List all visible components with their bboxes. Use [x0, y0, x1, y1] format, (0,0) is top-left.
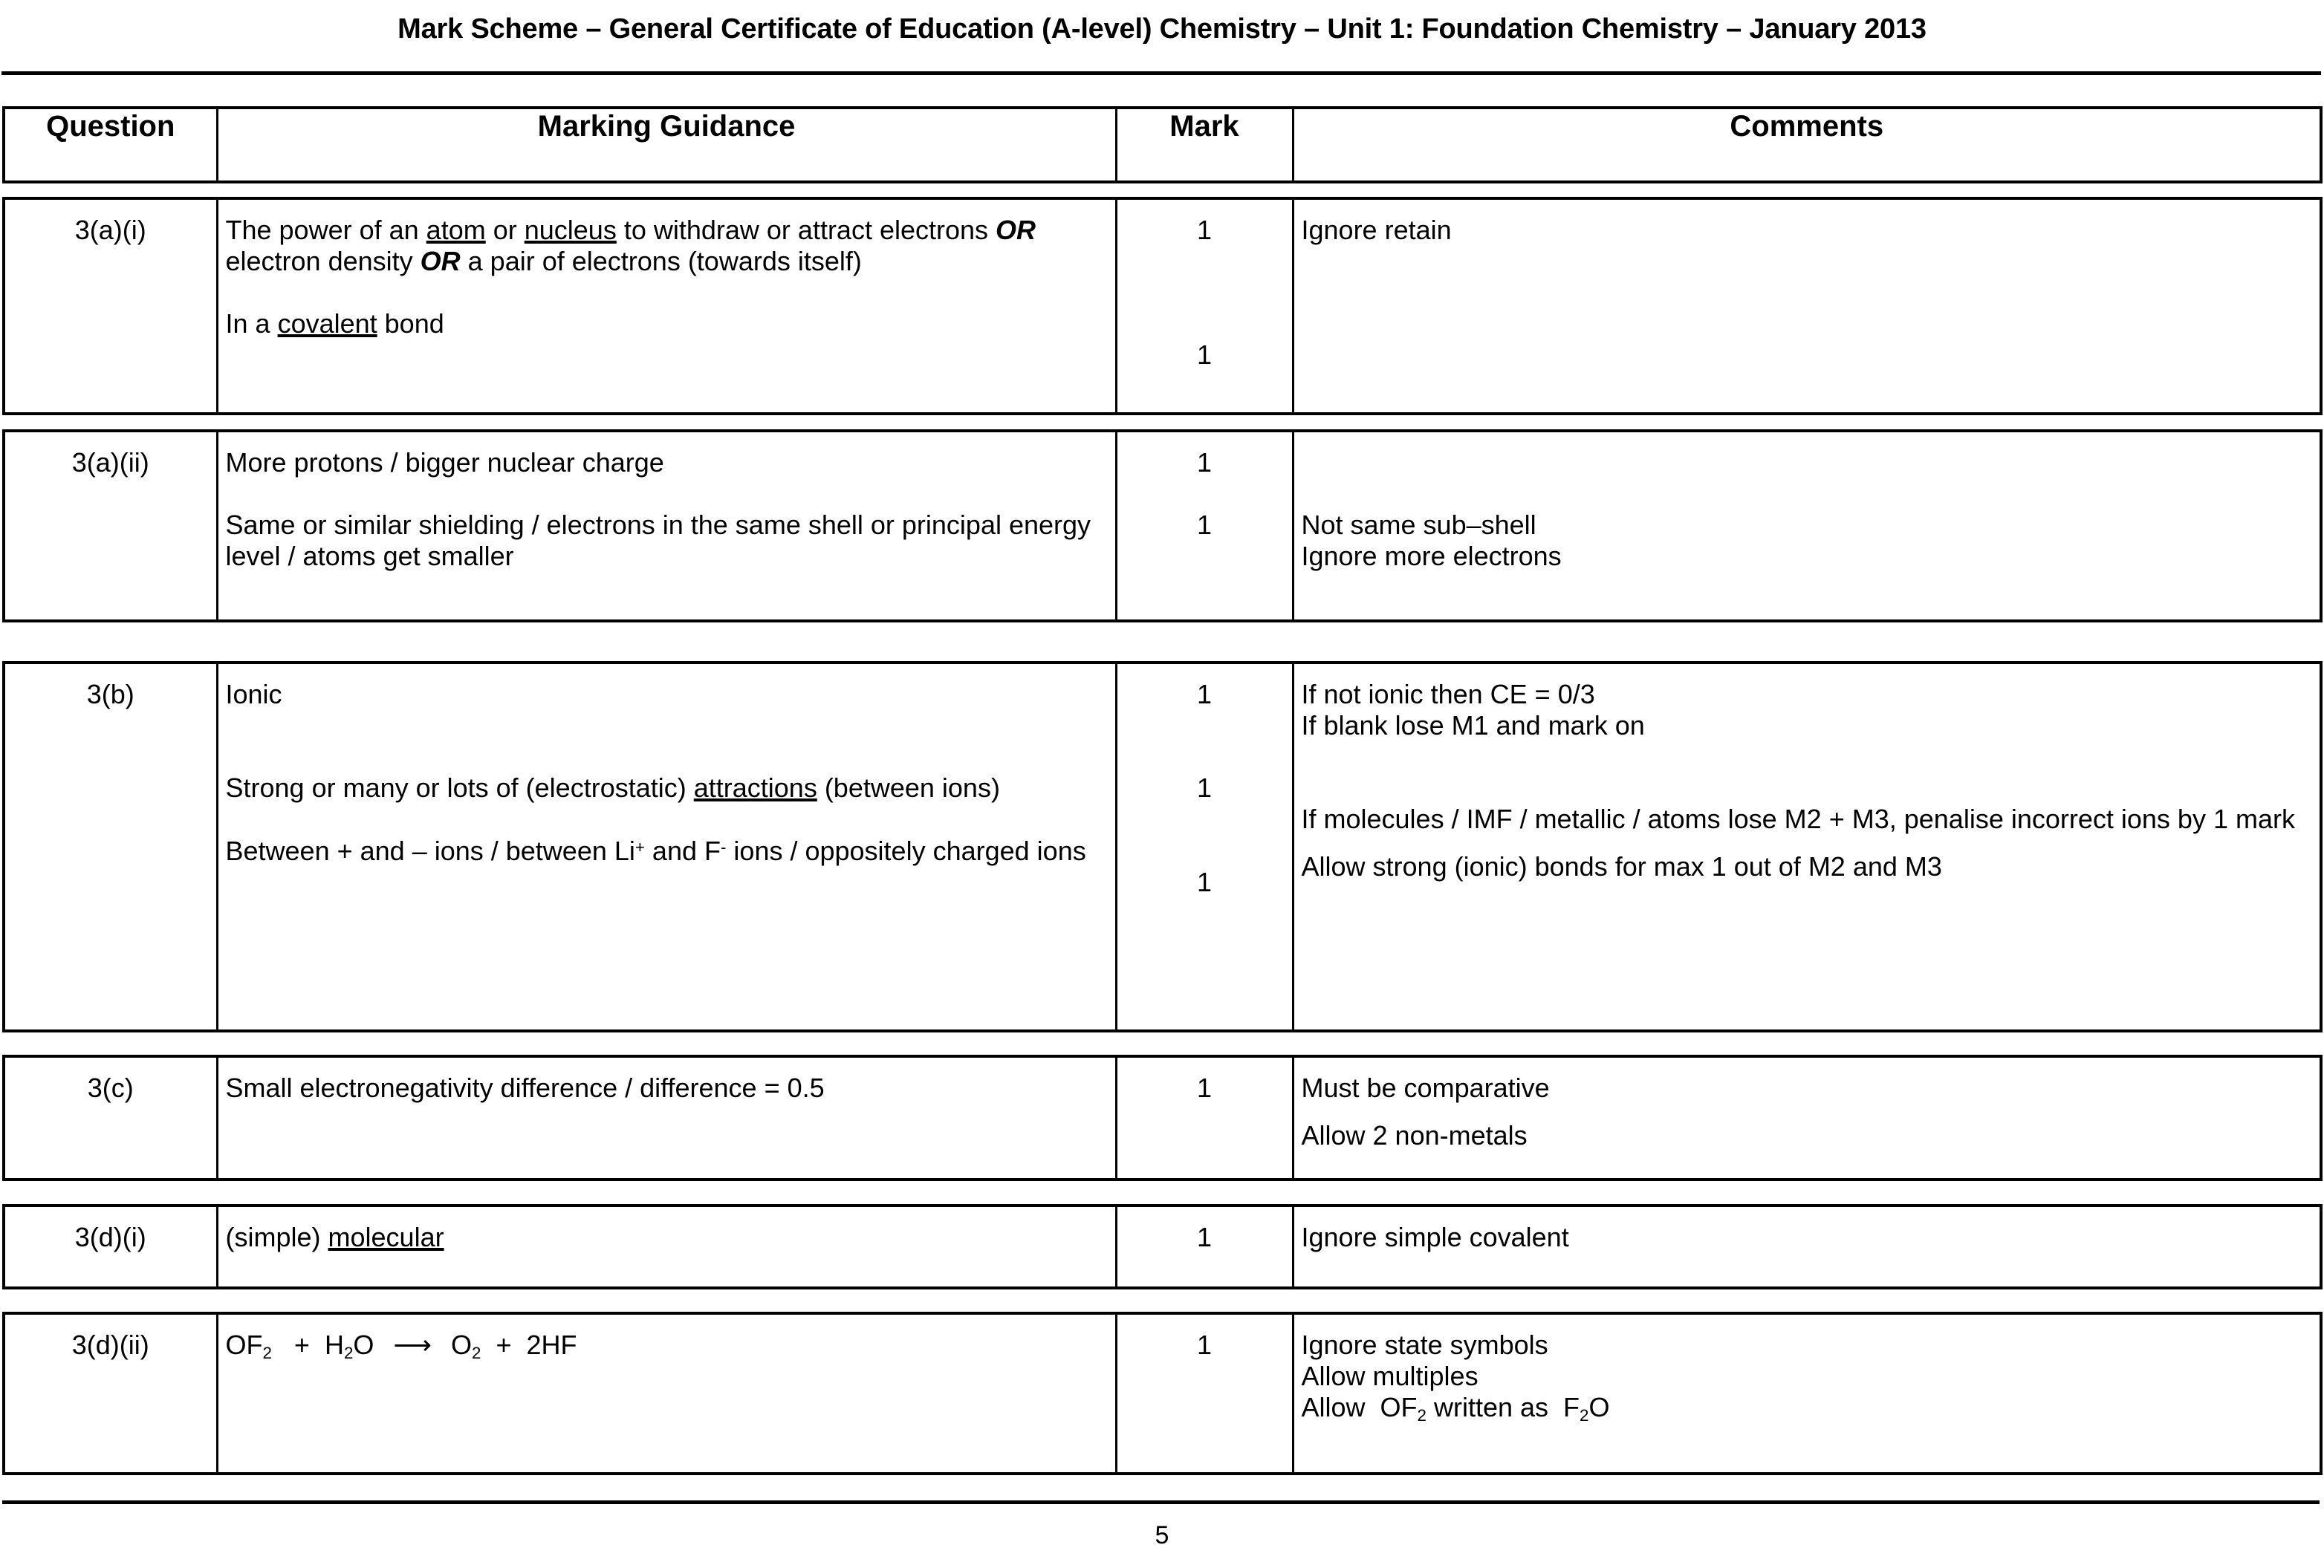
question-cell	[4, 1206, 217, 1288]
line-spacer	[1302, 447, 2314, 478]
question-cell	[4, 1056, 217, 1180]
mark-cell	[1116, 1313, 1293, 1474]
line-spacer	[1123, 804, 1286, 835]
comments-cell	[1293, 663, 2321, 1031]
emphasis-nucleus: nucleus	[524, 215, 617, 245]
mark-value: 1	[1196, 215, 1213, 245]
mark-value: 1	[1196, 339, 1213, 371]
mark-value: 1	[1196, 866, 1213, 897]
guidance-cell	[217, 198, 1116, 414]
subscript-2: 2	[472, 1344, 481, 1363]
mark-value: 1	[1196, 772, 1213, 804]
guidance-line: Between + and – ions / between Li+ and F- ions / oppositely charged ions	[225, 835, 1086, 866]
column-header-comments	[1293, 108, 2321, 182]
guidance-text	[218, 432, 1115, 579]
column-header-comments-label: Comments	[1730, 110, 1884, 143]
guidance-line: More protons / bigger nuclear charge	[225, 447, 664, 478]
subscript-2: 2	[262, 1344, 272, 1363]
question-label: 3(d)(ii)	[71, 1330, 149, 1360]
comment-line: Ignore more electrons	[1301, 541, 1562, 572]
guidance-text	[218, 200, 1115, 347]
table-header	[2, 106, 2323, 183]
comment-line: Ignore simple covalent	[1301, 1222, 1569, 1252]
guidance-cell	[217, 1313, 1116, 1474]
column-header-question	[4, 108, 217, 182]
line-spacer	[1302, 741, 2314, 772]
guidance-line: (simple) molecular	[225, 1222, 444, 1252]
guidance-cell	[217, 663, 1116, 1031]
comment-line: Not same sub–shell	[1301, 510, 1536, 541]
comments-text	[1294, 1058, 2320, 1159]
line-spacer	[1123, 710, 1286, 741]
mark-values	[1117, 432, 1292, 548]
line-spacer	[226, 741, 1109, 772]
line-spacer	[226, 277, 1109, 308]
mark-cell	[1116, 198, 1293, 414]
mark-value: 1	[1196, 1222, 1213, 1252]
page-number: 5	[1155, 1521, 1169, 1549]
question-label: 3(d)(i)	[74, 1222, 146, 1252]
question-cell	[4, 431, 217, 621]
comment-line: If not ionic then CE = 0/3	[1301, 679, 1595, 709]
mark-cell	[1116, 663, 1293, 1031]
line-spacer	[1302, 772, 2314, 804]
guidance-cell	[217, 1056, 1116, 1180]
guidance-cell	[217, 1206, 1116, 1288]
comments-cell	[1293, 1056, 2321, 1180]
superscript-minus: -	[720, 837, 727, 856]
subscript-2: 2	[1580, 1406, 1589, 1425]
mark-values	[1117, 200, 1292, 379]
comments-text	[1294, 432, 2320, 579]
running-header: Mark Scheme – General Certificate of Education (A-level) Chemistry – Unit 1: Foundation Chemistry – January 2013	[397, 13, 1927, 45]
guidance-line: Strong or many or lots of (electrostatic) attractions (between ions)	[225, 772, 1000, 804]
mark-cell	[1116, 1206, 1293, 1288]
comments-cell	[1293, 1313, 2321, 1474]
line-spacer	[1123, 308, 1286, 339]
guidance-line: Ionic	[225, 679, 282, 709]
comment-line: If molecules / IMF / metallic / atoms lose M2 + M3, penalise incorrect ions by 1 mark	[1301, 804, 2295, 835]
mark-value: 1	[1196, 447, 1213, 478]
comment-line: Ignore retain	[1301, 215, 1452, 245]
guidance-text	[218, 1207, 1115, 1260]
superscript-plus: +	[634, 837, 645, 856]
guidance-line: The power of an atom or nucleus to withdraw or attract electrons OR electron density OR a pair of electrons (towards itself)	[225, 215, 1044, 277]
reaction-arrow-icon: ⟶	[393, 1330, 432, 1360]
emphasis-atom: atom	[426, 215, 486, 245]
table-row	[2, 1204, 2323, 1289]
line-spacer	[1123, 246, 1286, 277]
line-spacer	[226, 478, 1109, 510]
line-spacer	[1302, 836, 2314, 852]
table-row	[2, 1055, 2323, 1181]
column-header-question-label: Question	[46, 110, 175, 143]
emphasis-or: OR	[420, 246, 461, 277]
comment-line: Allow strong (ionic) bonds for max 1 out of M2 and M3	[1301, 851, 1942, 882]
guidance-text	[218, 1315, 1115, 1370]
mark-value: 1	[1196, 1330, 1213, 1360]
comments-cell	[1293, 1206, 2321, 1288]
guidance-text	[218, 664, 1115, 874]
table-row	[2, 429, 2323, 622]
table-header-row	[4, 108, 2321, 182]
column-header-marking-guidance-label: Marking Guidance	[537, 110, 796, 143]
comment-line: Ignore state symbols	[1301, 1330, 1548, 1360]
comment-line: Allow multiples	[1301, 1361, 1479, 1392]
comments-text	[1294, 1207, 2320, 1260]
comment-line: Must be comparative	[1301, 1073, 1550, 1103]
guidance-line: In a covalent bond	[225, 308, 444, 339]
guidance-text	[218, 1058, 1115, 1111]
mark-values	[1117, 1315, 1292, 1368]
table-row	[2, 1312, 2323, 1475]
line-spacer	[1123, 478, 1286, 510]
line-spacer	[1123, 836, 1286, 867]
table-row	[2, 197, 2323, 415]
emphasis-molecular: molecular	[328, 1222, 444, 1252]
column-header-mark	[1116, 108, 1293, 182]
emphasis-attractions: attractions	[693, 772, 817, 804]
header-rule	[1, 71, 2321, 75]
question-label: 3(a)(ii)	[71, 447, 149, 478]
comments-text	[1294, 1315, 2320, 1434]
line-spacer	[1302, 478, 2314, 510]
table-row	[2, 661, 2323, 1032]
line-spacer	[1123, 741, 1286, 772]
line-spacer	[1302, 1104, 2314, 1120]
mark-value: 1	[1196, 1073, 1213, 1103]
question-cell	[4, 663, 217, 1031]
guidance-line: Small electronegativity difference / difference = 0.5	[225, 1073, 825, 1103]
line-spacer	[1123, 277, 1286, 308]
comments-cell	[1293, 198, 2321, 414]
column-header-marking-guidance	[217, 108, 1116, 182]
mark-values	[1117, 1058, 1292, 1111]
comments-cell	[1293, 431, 2321, 621]
emphasis-or: OR	[996, 215, 1036, 245]
comments-text	[1294, 200, 2320, 253]
comment-line: Allow 2 non-metals	[1301, 1119, 1528, 1151]
question-label: 3(c)	[87, 1073, 134, 1103]
footer-rule	[2, 1500, 2320, 1504]
subscript-2: 2	[1417, 1406, 1426, 1425]
comment-line: Allow $OF_2$ written as $F_2O$	[1301, 1392, 1610, 1425]
comments-text	[1294, 664, 2320, 890]
comment-line: If blank lose M1 and mark on	[1301, 710, 1645, 741]
mark-cell	[1116, 431, 1293, 621]
question-label: 3(b)	[86, 679, 134, 709]
line-spacer	[226, 710, 1109, 741]
guidance-line: Same or similar shielding / electrons in the same shell or principal energy level / atoms get smaller	[225, 510, 1099, 572]
chemical-equation: $OF_2 + H_2O$ ⟶ $O_2 + 2HF$	[225, 1330, 577, 1363]
emphasis-covalent: covalent	[277, 308, 377, 339]
question-cell	[4, 1313, 217, 1474]
line-spacer	[226, 804, 1109, 835]
mark-values	[1117, 1207, 1292, 1260]
subscript-2: 2	[343, 1344, 354, 1363]
mark-value: 1	[1196, 679, 1213, 709]
mark-values	[1117, 664, 1292, 905]
mark-value: 1	[1196, 510, 1213, 541]
guidance-cell	[217, 431, 1116, 621]
question-cell	[4, 198, 217, 414]
question-label: 3(a)(i)	[74, 215, 146, 245]
column-header-mark-label: Mark	[1169, 110, 1239, 143]
mark-cell	[1116, 1056, 1293, 1180]
